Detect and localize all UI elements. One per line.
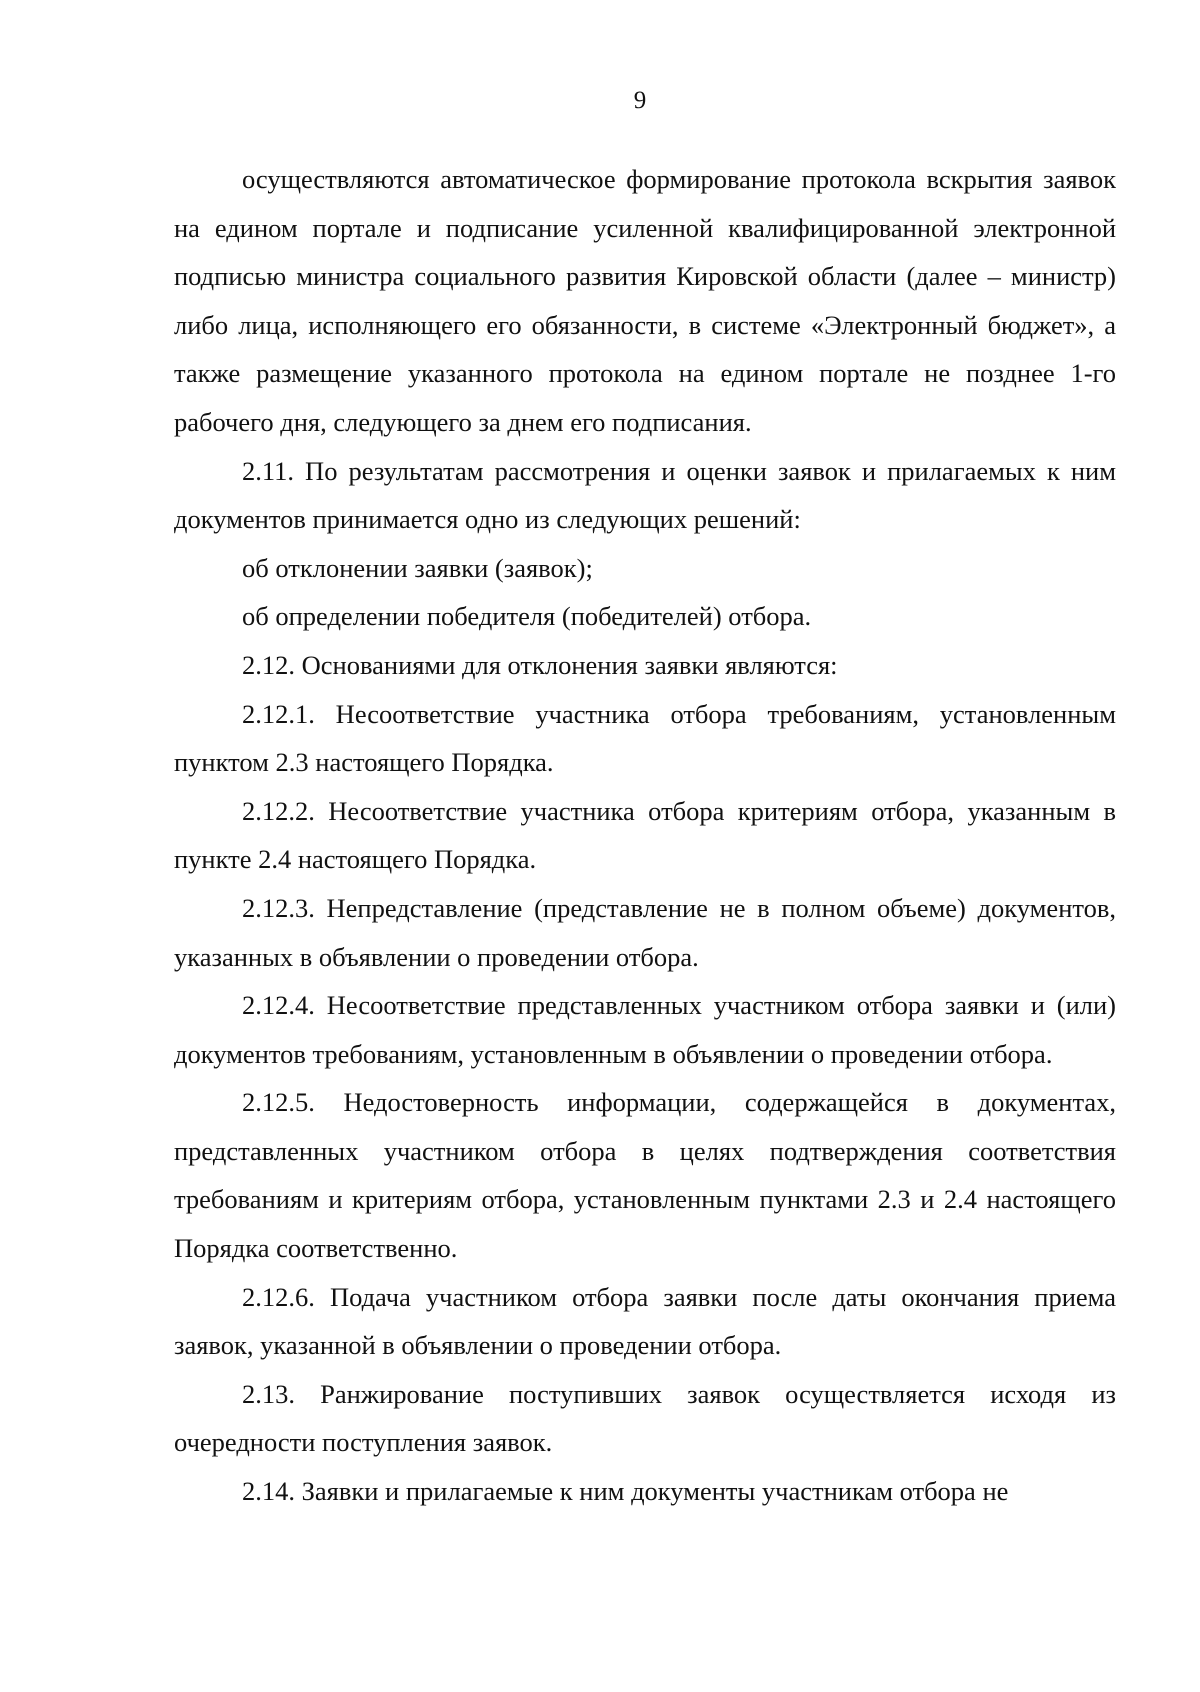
paragraph-2-12-1: 2.12.1. Несоответствие участника отбора требованиям, установленным пунктом 2.3 настоящего Порядка.	[174, 698, 1116, 778]
paragraph-2-13: 2.13. Ранжирование поступивших заявок осуществляется исходя из очередности поступления заявок.	[174, 1378, 1116, 1458]
paragraph-decision-reject: об отклонении заявки (заявок);	[242, 552, 593, 583]
paragraph-2-12-4: 2.12.4. Несоответствие представленных участником отбора заявки и (или) документов требованиям, установленным в объявлении о проведении отбора.	[174, 990, 1116, 1069]
paragraph-2-12-5: 2.12.5. Недостоверность информации, содержащейся в документах, представленных участником отбора в целях подтверждения соответствия требованиям и критериям отбора, установленным пунктами 2.3 и 2.4 настоящего Порядка соответственно.	[174, 1087, 1116, 1264]
paragraph-2-12-2: 2.12.2. Несоответствие участника отбора критериям отбора, указанным в пункте 2.4 настоящего Порядка.	[174, 795, 1116, 875]
paragraph-continuation: осуществляются автоматическое формирование протокола вскрытия заявок на едином портале и подписание усиленной квалифицированной электронной подписью министра социального развития Кировской области (далее – министр) либо лица, исполняющего его обязанности, в системе «Электронный бюджет», а также размещение указанного протокола на едином портале не позднее 1-го рабочего дня, следующего за днем его подписания.	[174, 164, 1116, 437]
document-body	[174, 155, 1116, 1516]
paragraph-2-12-3: 2.12.3. Непредставление (представление не в полном объеме) документов, указанных в объявлении о проведении отбора.	[174, 892, 1116, 972]
paragraph-2-14: 2.14. Заявки и прилагаемые к ним документы участникам отбора не	[242, 1476, 1009, 1507]
paragraph-2-11: 2.11. По результатам рассмотрения и оценки заявок и прилагаемых к ним документов принимается одно из следующих решений:	[174, 455, 1116, 535]
paragraph-decision-winner: об определении победителя (победителей) отбора.	[242, 601, 812, 632]
paragraph-2-12: 2.12. Основаниями для отклонения заявки являются:	[242, 649, 838, 680]
paragraph-2-12-6: 2.12.6. Подача участником отбора заявки после даты окончания приема заявок, указанной в объявлении о проведении отбора.	[174, 1281, 1116, 1361]
page-number: 9	[633, 87, 647, 114]
